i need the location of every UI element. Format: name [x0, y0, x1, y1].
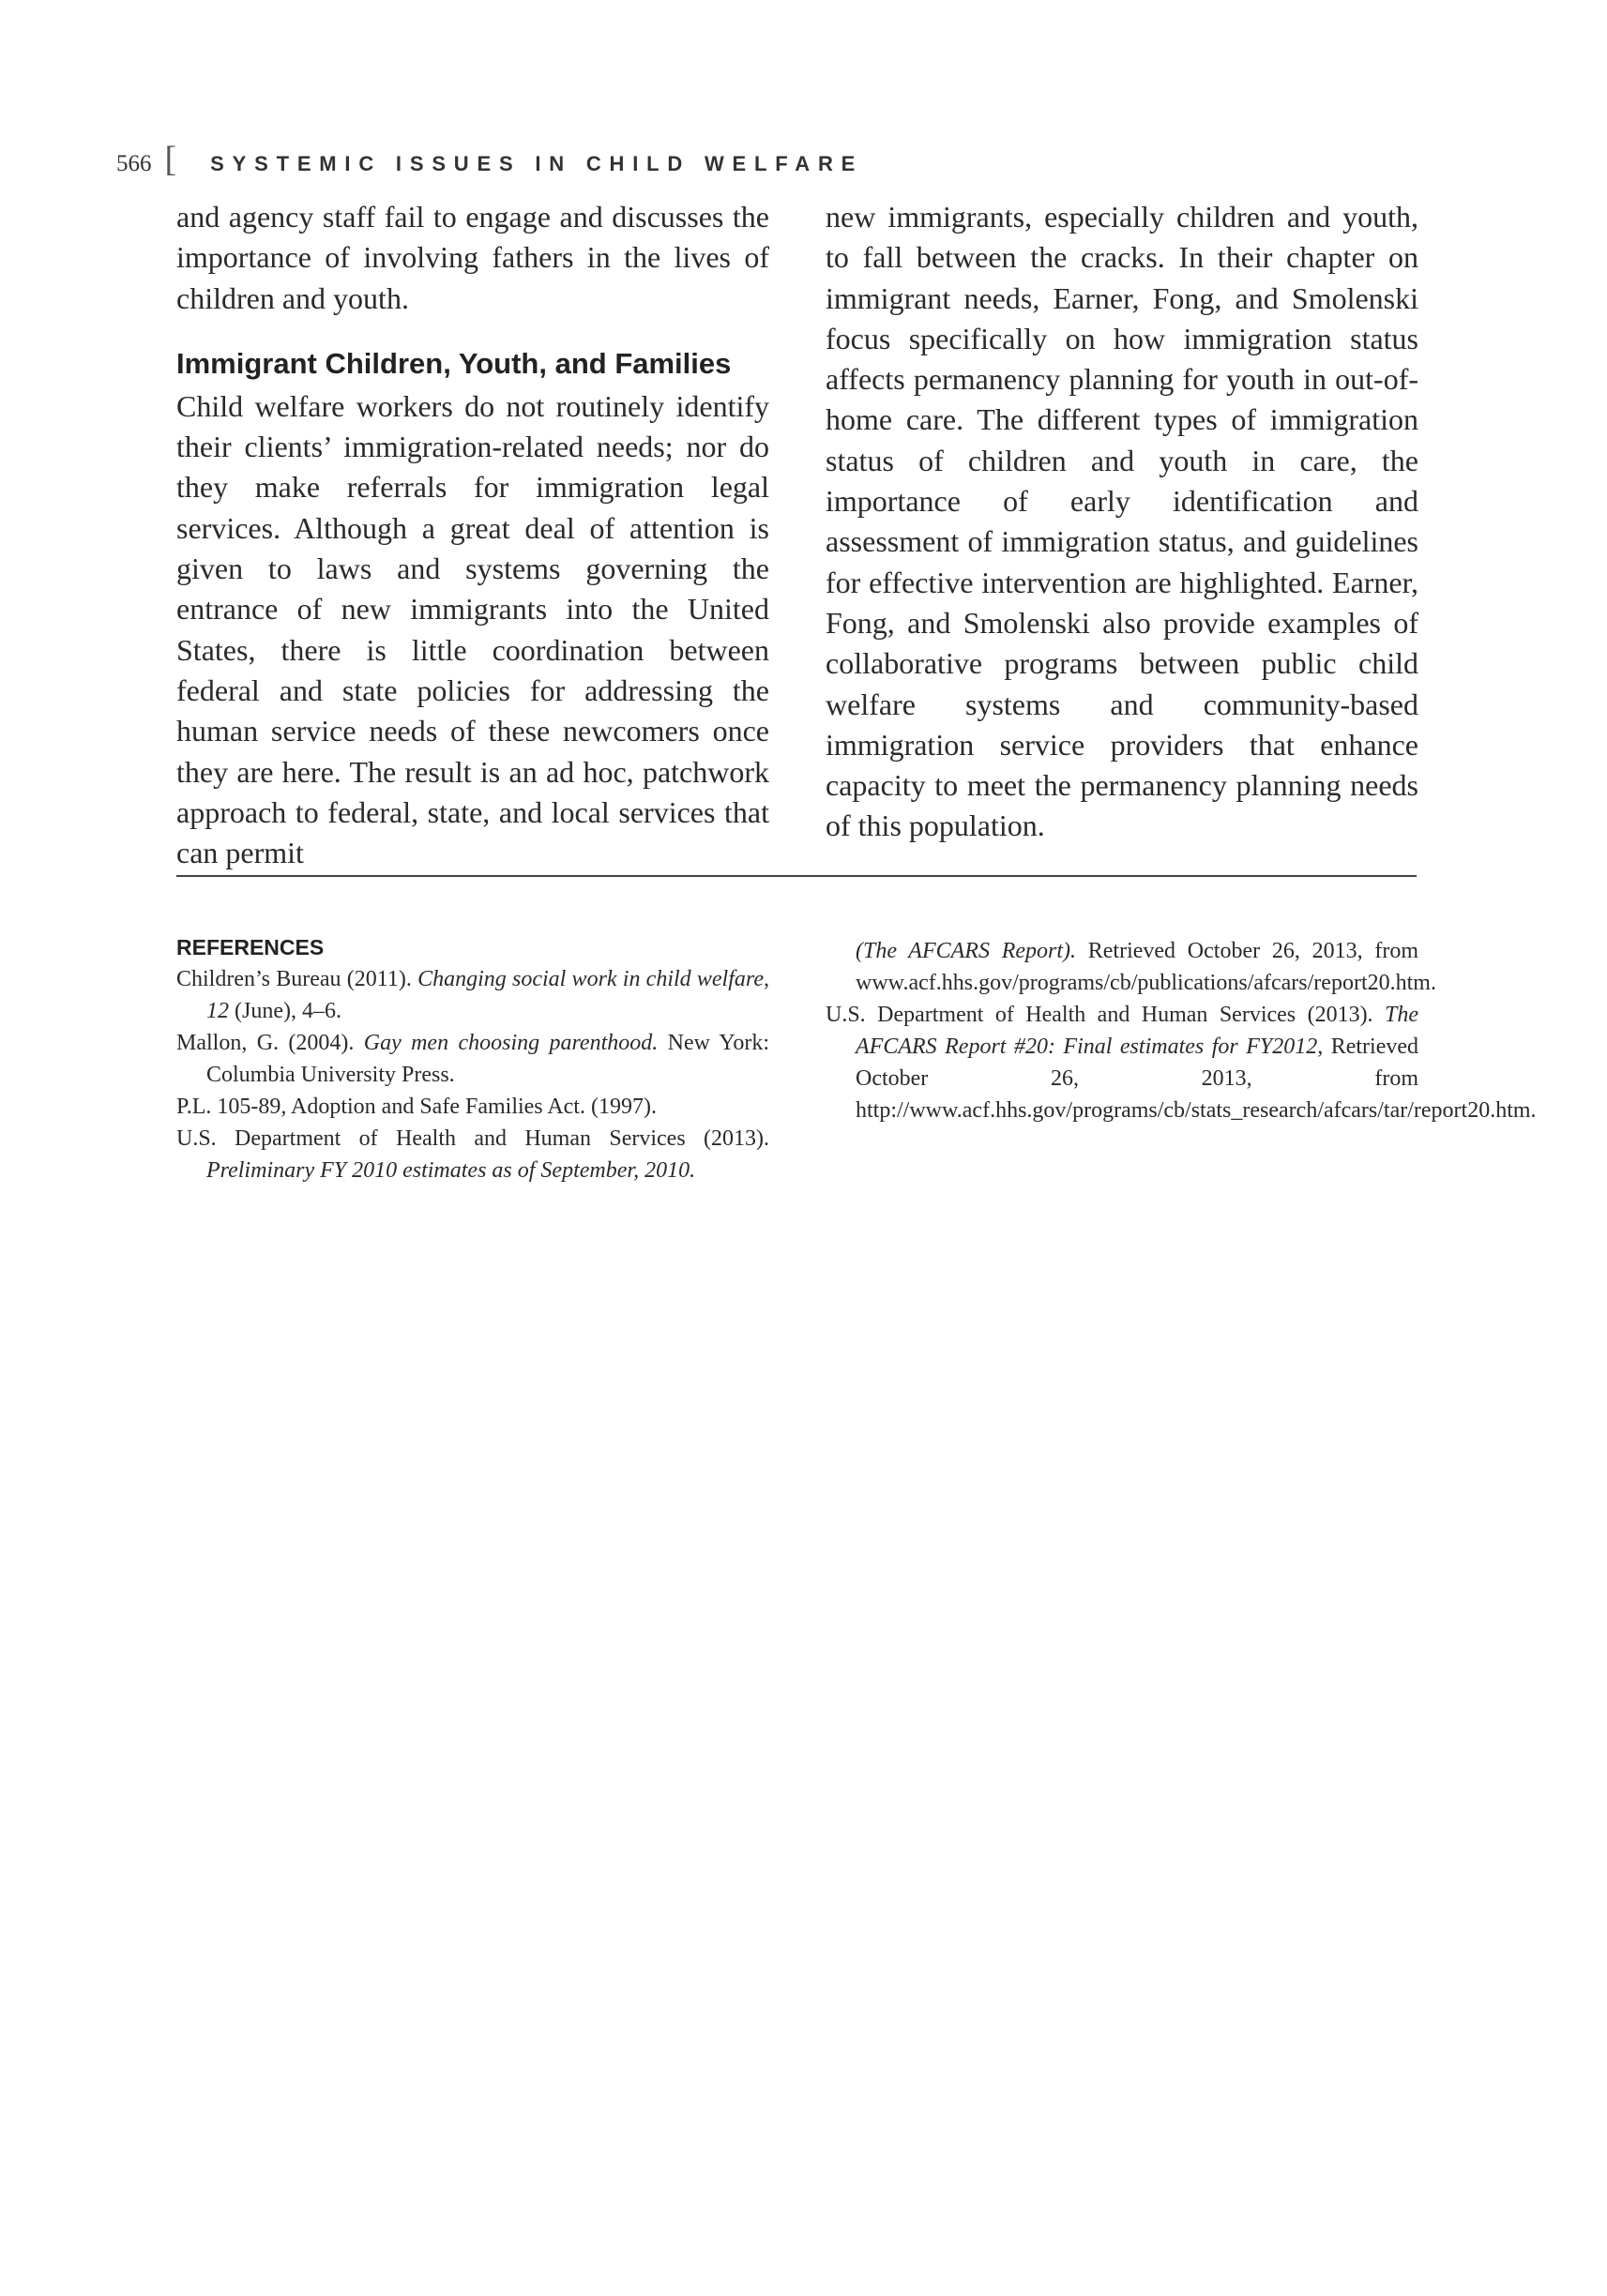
- reference-text: Mallon, G. (2004).: [176, 1031, 364, 1055]
- reference-title: (The AFCARS Report).: [856, 939, 1077, 963]
- reference-text: U.S. Department of Health and Human Services (2013).: [176, 1126, 769, 1151]
- continuation-paragraph: new immigrants, especially children and youth, to fall between the cracks. In their chapter on immigrant needs, Earner, Fong, and Smolenski focus specifically on how immigration status affects permanency planning for youth in out-of-home care. The different types of immigration status of children and youth in care, the importance of early identification and assessment of immigration status, and guidelines for effective intervention are highlighted. Earner, Fong, and Smolenski also provide examples of collaborative programs between public child welfare systems and community-based immigration service providers that enhance capacity to meet the permanency planning needs of this population.: [826, 200, 1418, 843]
- reference-text: Retrieved October 26, 2013, from www.acf.hhs.gov/programs/cb/publications/afcars/report20.htm.: [856, 939, 1436, 995]
- reference-text: U.S. Department of Health and Human Services (2013).: [826, 1003, 1385, 1027]
- reference-item-continued: [826, 935, 1436, 999]
- head-bracket: [: [164, 140, 177, 179]
- reference-title: The AFCARS Report #20: Final estimates for FY2012: [856, 1003, 1418, 1059]
- running-head: [116, 140, 864, 183]
- section-divider: [176, 875, 1417, 877]
- reference-item: [176, 1123, 769, 1186]
- reference-item: [176, 1091, 769, 1123]
- reference-item: [826, 999, 1537, 1126]
- immigrant-paragraph: Child welfare workers do not routinely identify their clients’ immigration-related needs; nor do they make referrals for immigration legal services. Although a great deal of attention is given to laws and systems governing the entrance of new immigrants into the United States, there is little coordination between federal and state policies for addressing the human service needs of these newcomers once they are here. The result is an ad hoc, patchwork approach to federal, state, and local services that can permit: [176, 388, 769, 870]
- reference-title: Gay men choosing parenthood.: [363, 1031, 659, 1055]
- references-right-column: [826, 935, 1537, 1126]
- reference-text: , Retrieved October 26, 2013, from http://www.acf.hhs.gov/programs/cb/stats_research/afcars/tar/report20.htm.: [856, 1035, 1537, 1123]
- references-left-column: [176, 933, 769, 1186]
- right-text-column: [826, 197, 1418, 847]
- running-head-title: SYSTEMIC ISSUES IN CHILD WELFARE: [210, 152, 864, 175]
- reference-item: [176, 1027, 769, 1091]
- left-text-column: [176, 197, 769, 873]
- references-heading: REFERENCES: [176, 935, 325, 959]
- intro-paragraph: and agency staff fail to engage and discusses the importance of involving fathers in the lives of children and youth.: [176, 200, 769, 315]
- reference-text: New York: Columbia University Press.: [206, 1031, 769, 1087]
- reference-text: (June), 4–6.: [229, 999, 341, 1023]
- page-number: 566: [116, 151, 152, 176]
- reference-item: [176, 963, 769, 1027]
- reference-text: Children’s Bureau (2011).: [176, 967, 418, 991]
- reference-title: Changing social work in child welfare, 12: [206, 967, 769, 1023]
- reference-text: P.L. 105-89, Adoption and Safe Families Act. (1997).: [176, 1095, 657, 1119]
- section-heading: Immigrant Children, Youth, and Families: [176, 346, 732, 380]
- reference-title: Preliminary FY 2010 estimates as of September, 2010.: [206, 1158, 696, 1183]
